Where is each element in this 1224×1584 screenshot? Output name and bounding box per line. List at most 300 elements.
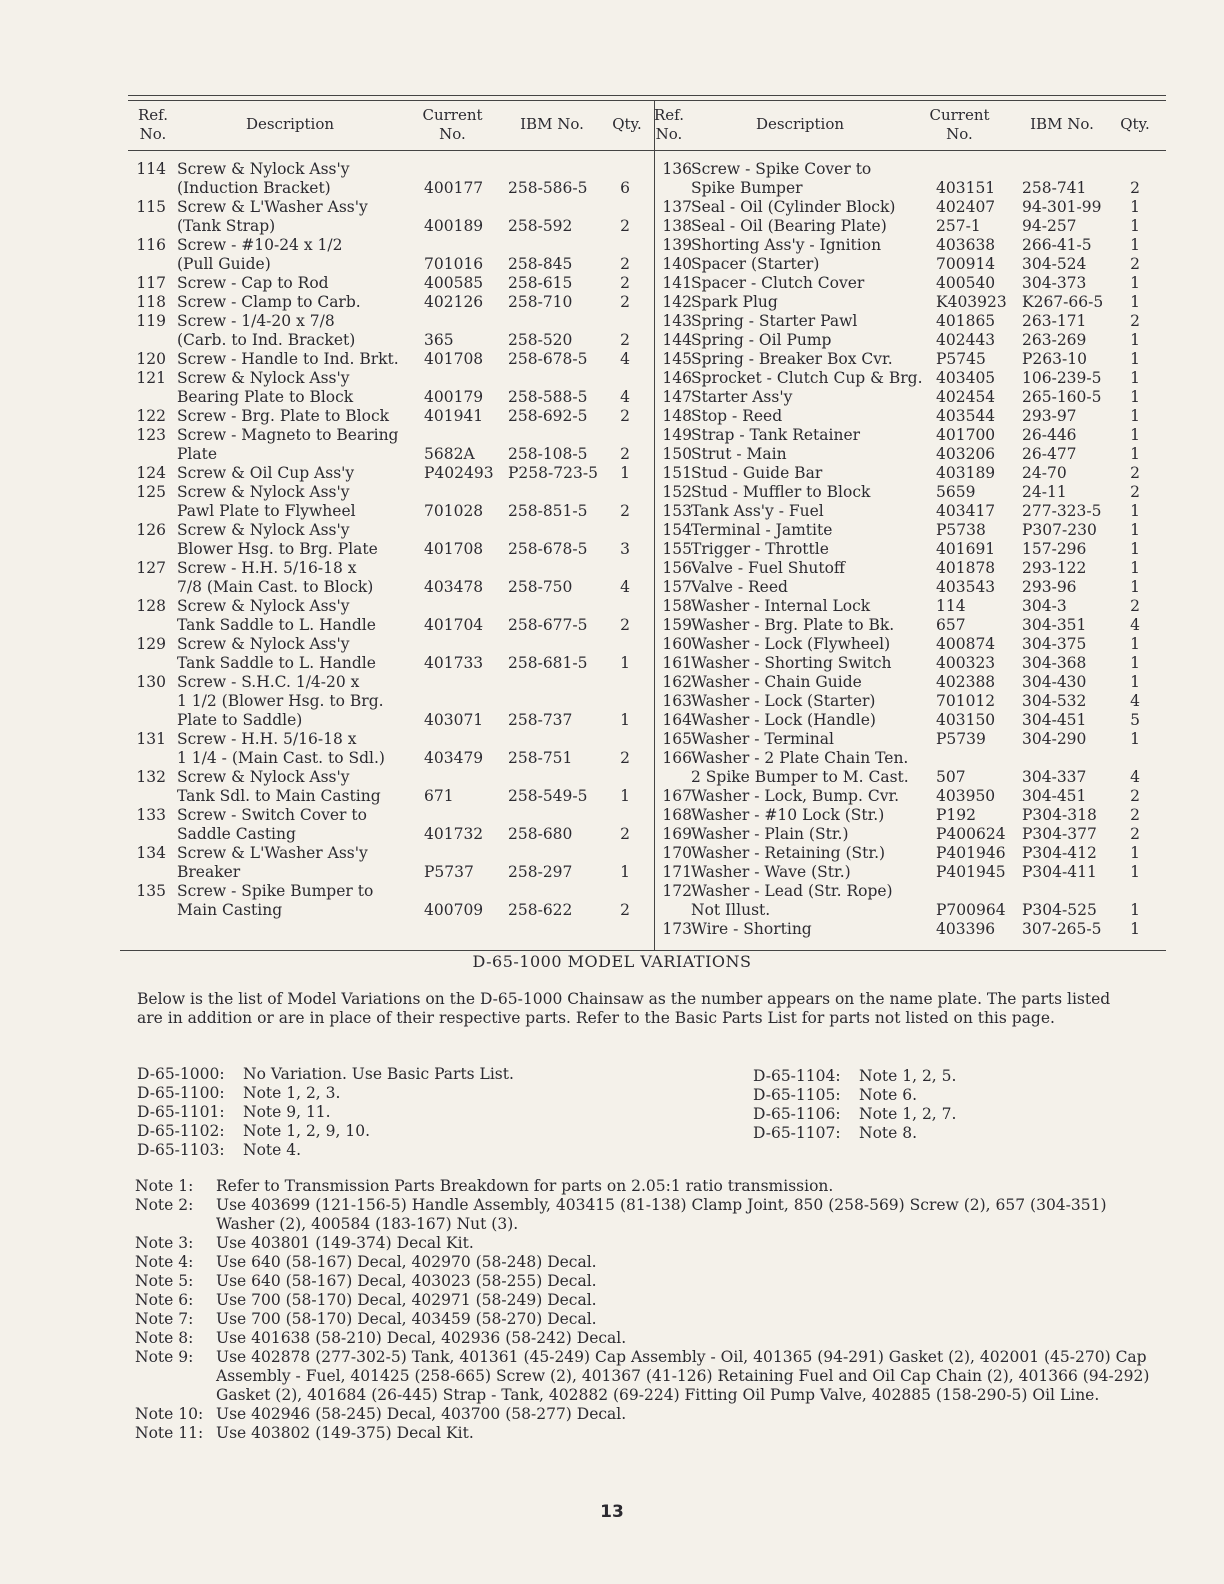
- ibm-no-cell: 26-446: [1022, 426, 1077, 444]
- ref-cell: 172: [662, 882, 692, 900]
- ref-cell: 121: [136, 369, 166, 387]
- current-no-cell: 671: [424, 787, 454, 805]
- qty-cell: 2: [1130, 597, 1140, 615]
- variation-model: D-65-1104:: [753, 1067, 841, 1085]
- ibm-no-cell: 258-622: [508, 901, 573, 919]
- table-row: [128, 445, 648, 464]
- table-row: [654, 407, 1174, 426]
- header-description-right: Description: [755, 115, 845, 133]
- ibm-no-cell: 266-41-5: [1022, 236, 1092, 254]
- current-no-cell: 402407: [936, 198, 996, 216]
- description-cell: Screw & Nylock Ass'y: [177, 160, 350, 178]
- ibm-no-cell: 304-375: [1022, 635, 1087, 653]
- qty-cell: 1: [620, 654, 630, 672]
- current-no-cell: 657: [936, 616, 966, 634]
- current-no-cell: 403189: [936, 464, 996, 482]
- ref-cell: 148: [662, 407, 692, 425]
- description-cell: Washer - Plain (Str.): [691, 825, 849, 843]
- variation-model: D-65-1100:: [137, 1084, 225, 1102]
- description-cell: Screw & Oil Cup Ass'y: [177, 464, 355, 482]
- variation-model: D-65-1101:: [137, 1103, 225, 1121]
- table-row: [654, 749, 1174, 768]
- description-cell: Screw & L'Washer Ass'y: [177, 844, 368, 862]
- ref-cell: 163: [662, 692, 692, 710]
- qty-cell: 4: [620, 578, 630, 596]
- qty-cell: 1: [1130, 730, 1140, 748]
- current-no-cell: 402454: [936, 388, 996, 406]
- ibm-no-cell: 24-70: [1022, 464, 1067, 482]
- description-cell: Tank Sdl. to Main Casting: [177, 787, 381, 805]
- ref-cell: 150: [662, 445, 692, 463]
- qty-cell: 2: [620, 825, 630, 843]
- current-no-cell: P700964: [936, 901, 1006, 919]
- current-no-cell: 401708: [424, 350, 484, 368]
- ref-cell: 126: [136, 521, 166, 539]
- header-ibm-left: IBM No.: [520, 115, 584, 133]
- table-row: [654, 236, 1174, 255]
- ibm-no-cell: 293-97: [1022, 407, 1077, 425]
- current-no-cell: 403950: [936, 787, 996, 805]
- table-top-rule: [128, 95, 1166, 96]
- table-row: [128, 483, 648, 502]
- ref-cell: 167: [662, 787, 692, 805]
- current-no-cell: 403206: [936, 445, 996, 463]
- table-row: [128, 369, 648, 388]
- qty-cell: 1: [1130, 559, 1140, 577]
- ibm-no-cell: 258-586-5: [508, 179, 588, 197]
- qty-cell: 6: [620, 179, 630, 197]
- variations-intro: Below is the list of Model Variations on the D-65-1000 Chainsaw as the number appears on the name plate. The parts listed are in addition or are in place of their respective parts. Refer to the Basic Parts List for parts not listed on this page.: [137, 990, 1111, 1027]
- variation-notes: Note 1, 2, 3.: [243, 1084, 341, 1102]
- note-label: Note 10:: [135, 1405, 204, 1423]
- ref-cell: 134: [136, 844, 166, 862]
- current-no-cell: 114: [936, 597, 966, 615]
- qty-cell: 1: [1130, 369, 1140, 387]
- current-no-cell: 403396: [936, 920, 996, 938]
- table-row: [128, 407, 648, 426]
- note-text: Use 700 (58-170) Decal, 403459 (58-270) Decal.: [216, 1310, 597, 1328]
- note-label: Note 8:: [135, 1329, 194, 1347]
- description-cell: Spacer (Starter): [691, 255, 820, 273]
- ref-cell: 168: [662, 806, 692, 824]
- note-text: Refer to Transmission Parts Breakdown for parts on 2.05:1 ratio transmission.: [216, 1177, 834, 1195]
- description-cell: Spring - Starter Pawl: [691, 312, 858, 330]
- qty-cell: 2: [1130, 806, 1140, 824]
- ref-cell: 145: [662, 350, 692, 368]
- parts-column-right: [654, 160, 1174, 939]
- page-number: 13: [600, 1502, 624, 1522]
- current-no-cell: 403638: [936, 236, 996, 254]
- table-row: [654, 901, 1174, 920]
- variation-notes: Note 1, 2, 9, 10.: [243, 1122, 371, 1140]
- current-no-cell: K403923: [936, 293, 1007, 311]
- description-cell: Washer - Retaining (Str.): [691, 844, 886, 862]
- description-cell: Screw - H.H. 5/16-18 x: [177, 559, 357, 577]
- description-cell: Trigger - Throttle: [691, 540, 829, 558]
- note-item: [135, 1196, 1155, 1234]
- current-no-cell: 401708: [424, 540, 484, 558]
- qty-cell: 2: [620, 293, 630, 311]
- description-cell: Stud - Muffler to Block: [691, 483, 871, 501]
- ibm-no-cell: 258-677-5: [508, 616, 588, 634]
- table-row: [128, 331, 648, 350]
- table-row: [128, 312, 648, 331]
- table-row: [128, 730, 648, 749]
- description-cell: Tank Ass'y - Fuel: [691, 502, 824, 520]
- note-text: Use 401638 (58-210) Decal, 402936 (58-242) Decal.: [216, 1329, 627, 1347]
- description-cell: 1 1/4 - (Main Cast. to Sdl.): [177, 749, 385, 767]
- ibm-no-cell: 304-290: [1022, 730, 1087, 748]
- ref-cell: 135: [136, 882, 166, 900]
- qty-cell: 1: [1130, 236, 1140, 254]
- table-row: [128, 559, 648, 578]
- ibm-no-cell: 26-477: [1022, 445, 1077, 463]
- ref-cell: 166: [662, 749, 692, 767]
- table-row: [128, 806, 648, 825]
- variation-model: D-65-1105:: [753, 1086, 841, 1104]
- description-cell: Saddle Casting: [177, 825, 296, 843]
- header-ref-left: Ref. No.: [138, 106, 168, 143]
- description-cell: Screw & Nylock Ass'y: [177, 597, 350, 615]
- description-cell: Screw - S.H.C. 1/4-20 x: [177, 673, 360, 691]
- qty-cell: 3: [620, 540, 630, 558]
- description-cell: Strut - Main: [691, 445, 787, 463]
- header-qty-right: Qty.: [1120, 115, 1150, 133]
- table-row: [128, 217, 648, 236]
- description-cell: Screw - Spike Bumper to: [177, 882, 374, 900]
- description-cell: Screw - Magneto to Bearing: [177, 426, 399, 444]
- ref-cell: 170: [662, 844, 692, 862]
- variation-notes: Note 6.: [859, 1086, 918, 1104]
- description-cell: Washer - Chain Guide: [691, 673, 862, 691]
- current-no-cell: 400189: [424, 217, 484, 235]
- qty-cell: 1: [1130, 920, 1140, 938]
- qty-cell: 1: [1130, 331, 1140, 349]
- table-row: [128, 426, 648, 445]
- table-row: [654, 217, 1174, 236]
- description-cell: Washer - Lead (Str. Rope): [691, 882, 893, 900]
- qty-cell: 1: [1130, 635, 1140, 653]
- qty-cell: 1: [620, 464, 630, 482]
- header-current-left: Current No.: [422, 106, 483, 143]
- description-cell: Valve - Fuel Shutoff: [691, 559, 845, 577]
- table-row: [128, 787, 648, 806]
- ref-cell: 153: [662, 502, 692, 520]
- ibm-no-cell: 304-532: [1022, 692, 1087, 710]
- ibm-no-cell: 304-451: [1022, 787, 1087, 805]
- ibm-no-cell: 304-373: [1022, 274, 1087, 292]
- table-row: [128, 236, 648, 255]
- current-no-cell: 402388: [936, 673, 996, 691]
- table-row: [654, 540, 1174, 559]
- variation-model: D-65-1102:: [137, 1122, 225, 1140]
- description-cell: Spike Bumper: [691, 179, 803, 197]
- note-item: [135, 1424, 1155, 1443]
- ibm-no-cell: 258-680: [508, 825, 573, 843]
- current-no-cell: 507: [936, 768, 966, 786]
- description-cell: Screw - Handle to Ind. Brkt.: [177, 350, 399, 368]
- ref-cell: 131: [136, 730, 166, 748]
- table-row: [654, 635, 1174, 654]
- description-cell: Washer - Terminal: [691, 730, 834, 748]
- current-no-cell: 403417: [936, 502, 996, 520]
- ref-cell: 143: [662, 312, 692, 330]
- variation-notes: Note 8.: [859, 1124, 918, 1142]
- table-row: [654, 160, 1174, 179]
- variation-notes: Note 1, 2, 7.: [859, 1105, 957, 1123]
- description-cell: 2 Spike Bumper to M. Cast.: [691, 768, 909, 786]
- table-row: [654, 179, 1174, 198]
- ibm-no-cell: 94-257: [1022, 217, 1077, 235]
- header-ibm-right: IBM No.: [1030, 115, 1094, 133]
- current-no-cell: 400323: [936, 654, 996, 672]
- qty-cell: 2: [1130, 787, 1140, 805]
- ref-cell: 118: [136, 293, 166, 311]
- ibm-no-cell: 258-737: [508, 711, 573, 729]
- table-row: [654, 654, 1174, 673]
- description-cell: Plate to Saddle): [177, 711, 303, 729]
- ibm-no-cell: P304-318: [1022, 806, 1097, 824]
- current-no-cell: 403544: [936, 407, 996, 425]
- qty-cell: 1: [620, 711, 630, 729]
- ref-cell: 122: [136, 407, 166, 425]
- qty-cell: 4: [620, 350, 630, 368]
- ibm-no-cell: 293-96: [1022, 578, 1077, 596]
- ref-cell: 142: [662, 293, 692, 311]
- ref-cell: 127: [136, 559, 166, 577]
- description-cell: Washer - Internal Lock: [691, 597, 871, 615]
- description-cell: Screw & Nylock Ass'y: [177, 521, 350, 539]
- current-no-cell: P5745: [936, 350, 986, 368]
- note-item: [135, 1272, 1155, 1291]
- qty-cell: 1: [1130, 350, 1140, 368]
- table-row: [128, 597, 648, 616]
- description-cell: (Pull Guide): [177, 255, 271, 273]
- ref-cell: 139: [662, 236, 692, 254]
- header-ref-right: Ref. No.: [654, 106, 684, 143]
- current-no-cell: 700914: [936, 255, 996, 273]
- current-no-cell: 402443: [936, 331, 996, 349]
- ref-cell: 116: [136, 236, 166, 254]
- description-cell: Screw & Nylock Ass'y: [177, 768, 350, 786]
- description-cell: Screw & Nylock Ass'y: [177, 635, 350, 653]
- qty-cell: 2: [1130, 255, 1140, 273]
- ref-cell: 171: [662, 863, 692, 881]
- table-row: [654, 293, 1174, 312]
- table-row: [128, 635, 648, 654]
- ibm-no-cell: 304-3: [1022, 597, 1067, 615]
- qty-cell: 1: [620, 863, 630, 881]
- description-cell: Main Casting: [177, 901, 283, 919]
- table-row: [128, 521, 648, 540]
- description-cell: Plate: [177, 445, 218, 463]
- table-row: [128, 578, 648, 597]
- qty-cell: 1: [620, 787, 630, 805]
- table-row: [654, 597, 1174, 616]
- current-no-cell: 701012: [936, 692, 996, 710]
- variation-notes: Note 1, 2, 5.: [859, 1067, 957, 1085]
- current-no-cell: 701028: [424, 502, 484, 520]
- note-item: [135, 1348, 1155, 1405]
- qty-cell: 1: [1130, 901, 1140, 919]
- ref-cell: 117: [136, 274, 166, 292]
- description-cell: Blower Hsg. to Brg. Plate: [177, 540, 378, 558]
- ibm-no-cell: 258-678-5: [508, 540, 588, 558]
- ibm-no-cell: 263-171: [1022, 312, 1087, 330]
- note-label: Note 11:: [135, 1424, 204, 1442]
- current-no-cell: 400874: [936, 635, 996, 653]
- qty-cell: 2: [620, 274, 630, 292]
- current-no-cell: 403478: [424, 578, 484, 596]
- note-item: [135, 1329, 1155, 1348]
- note-item: [135, 1405, 1155, 1424]
- ibm-no-cell: 258-851-5: [508, 502, 588, 520]
- current-no-cell: 403151: [936, 179, 996, 197]
- ibm-no-cell: 304-337: [1022, 768, 1087, 786]
- ibm-no-cell: 258-108-5: [508, 445, 588, 463]
- ref-cell: 125: [136, 483, 166, 501]
- current-no-cell: 401878: [936, 559, 996, 577]
- description-cell: (Tank Strap): [177, 217, 276, 235]
- current-no-cell: 257-1: [936, 217, 981, 235]
- table-row: [654, 350, 1174, 369]
- current-no-cell: 400177: [424, 179, 484, 197]
- note-label: Note 5:: [135, 1272, 194, 1290]
- description-cell: (Carb. to Ind. Bracket): [177, 331, 356, 349]
- description-cell: Wire - Shorting: [691, 920, 812, 938]
- note-label: Note 3:: [135, 1234, 194, 1252]
- qty-cell: 1: [1130, 274, 1140, 292]
- table-row: [654, 274, 1174, 293]
- note-item: [135, 1291, 1155, 1310]
- description-cell: Washer - Brg. Plate to Bk.: [691, 616, 895, 634]
- description-cell: Washer - Lock (Handle): [691, 711, 876, 729]
- ibm-no-cell: 258-520: [508, 331, 573, 349]
- ibm-no-cell: 258-845: [508, 255, 573, 273]
- ibm-no-cell: 24-11: [1022, 483, 1067, 501]
- table-row: [128, 825, 648, 844]
- qty-cell: 1: [1130, 445, 1140, 463]
- ibm-no-cell: 106-239-5: [1022, 369, 1102, 387]
- table-row: [654, 863, 1174, 882]
- ref-cell: 164: [662, 711, 692, 729]
- variation-notes: Note 9, 11.: [243, 1103, 331, 1121]
- qty-cell: 2: [1130, 464, 1140, 482]
- description-cell: Bearing Plate to Block: [177, 388, 354, 406]
- current-no-cell: P402493: [424, 464, 494, 482]
- table-row: [654, 768, 1174, 787]
- ref-cell: 160: [662, 635, 692, 653]
- table-row: [654, 882, 1174, 901]
- qty-cell: 2: [1130, 179, 1140, 197]
- current-no-cell: 401700: [936, 426, 996, 444]
- qty-cell: 2: [620, 749, 630, 767]
- current-no-cell: 400709: [424, 901, 484, 919]
- qty-cell: 4: [620, 388, 630, 406]
- description-cell: Screw - Spike Cover to: [691, 160, 872, 178]
- ref-cell: 159: [662, 616, 692, 634]
- ref-cell: 141: [662, 274, 692, 292]
- description-cell: Strap - Tank Retainer: [691, 426, 861, 444]
- table-row: [128, 293, 648, 312]
- table-row: [654, 730, 1174, 749]
- current-no-cell: 401691: [936, 540, 996, 558]
- variation-model: D-65-1106:: [753, 1105, 841, 1123]
- current-no-cell: 401865: [936, 312, 996, 330]
- ibm-no-cell: 258-297: [508, 863, 573, 881]
- note-item: [135, 1177, 1155, 1196]
- current-no-cell: 401732: [424, 825, 484, 843]
- description-cell: Seal - Oil (Bearing Plate): [691, 217, 887, 235]
- ibm-no-cell: 258-681-5: [508, 654, 588, 672]
- note-text: Use 403801 (149-374) Decal Kit.: [216, 1234, 474, 1252]
- ibm-no-cell: 277-323-5: [1022, 502, 1102, 520]
- qty-cell: 1: [1130, 654, 1140, 672]
- table-row: [654, 198, 1174, 217]
- description-cell: Spark Plug: [691, 293, 778, 311]
- ref-cell: 149: [662, 426, 692, 444]
- variation-notes: No Variation. Use Basic Parts List.: [243, 1065, 514, 1083]
- ref-cell: 133: [136, 806, 166, 824]
- table-row: [654, 255, 1174, 274]
- qty-cell: 1: [1130, 578, 1140, 596]
- note-text: Use 403699 (121-156-5) Handle Assembly, 403415 (81-138) Clamp Joint, 850 (258-569) Screw (2), 657 (304-351) Washer (2), 400584 (183-167) Nut (3).: [216, 1196, 1107, 1233]
- ibm-no-cell: K267-66-5: [1022, 293, 1104, 311]
- ibm-no-cell: P263-10: [1022, 350, 1087, 368]
- ibm-no-cell: P304-412: [1022, 844, 1097, 862]
- description-cell: Screw & L'Washer Ass'y: [177, 198, 368, 216]
- description-cell: Spring - Breaker Box Cvr.: [691, 350, 893, 368]
- ibm-no-cell: 304-351: [1022, 616, 1087, 634]
- table-header-bottom-rule: [128, 150, 1166, 151]
- header-description-left: Description: [245, 115, 335, 133]
- description-cell: Pawl Plate to Flywheel: [177, 502, 356, 520]
- current-no-cell: 401733: [424, 654, 484, 672]
- qty-cell: 2: [620, 217, 630, 235]
- description-cell: Washer - Lock, Bump. Cvr.: [691, 787, 900, 805]
- current-no-cell: 403543: [936, 578, 996, 596]
- ibm-no-cell: 304-368: [1022, 654, 1087, 672]
- table-row: [654, 369, 1174, 388]
- table-row: [128, 901, 648, 920]
- ibm-no-cell: P258-723-5: [508, 464, 598, 482]
- current-no-cell: P5739: [936, 730, 986, 748]
- table-row: [128, 160, 648, 179]
- ref-cell: 120: [136, 350, 166, 368]
- table-row: [654, 445, 1174, 464]
- ibm-no-cell: 293-122: [1022, 559, 1087, 577]
- ref-cell: 140: [662, 255, 692, 273]
- ref-cell: 138: [662, 217, 692, 235]
- table-row: [654, 521, 1174, 540]
- table-row: [654, 616, 1174, 635]
- ibm-no-cell: 258-592: [508, 217, 573, 235]
- description-cell: Not Illust.: [691, 901, 771, 919]
- parts-column-left: [128, 160, 648, 920]
- ibm-no-cell: 304-524: [1022, 255, 1087, 273]
- qty-cell: 1: [1130, 673, 1140, 691]
- table-row: [128, 388, 648, 407]
- note-text: Use 700 (58-170) Decal, 402971 (58-249) Decal.: [216, 1291, 597, 1309]
- ref-cell: 132: [136, 768, 166, 786]
- current-no-cell: P5737: [424, 863, 474, 881]
- header-current-right: Current No.: [929, 106, 990, 143]
- description-cell: (Induction Bracket): [177, 179, 331, 197]
- description-cell: Washer - Lock (Flywheel): [691, 635, 891, 653]
- table-row: [128, 616, 648, 635]
- ref-cell: 123: [136, 426, 166, 444]
- table-row: [654, 920, 1174, 939]
